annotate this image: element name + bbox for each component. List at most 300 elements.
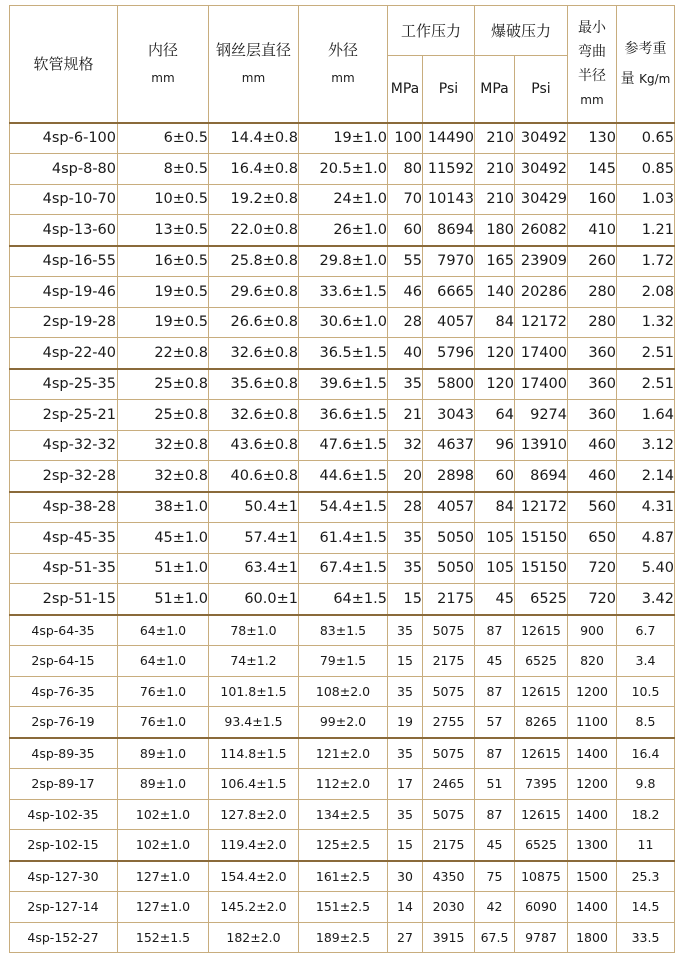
- cell-bp-psi: 10875: [515, 861, 568, 892]
- cell-weight: 0.65: [617, 123, 675, 154]
- cell-inner-diameter: 102±1.0: [118, 799, 209, 830]
- cell-wire-diameter: 16.4±0.8: [209, 154, 299, 185]
- cell-inner-diameter: 76±1.0: [118, 707, 209, 738]
- cell-inner-diameter: 8±0.5: [118, 154, 209, 185]
- cell-weight: 25.3: [617, 861, 675, 892]
- cell-bp-mpa: 210: [475, 123, 515, 154]
- cell-weight: 0.85: [617, 154, 675, 185]
- cell-spec: 4sp-10-70: [10, 184, 118, 215]
- cell-inner-diameter: 38±1.0: [118, 492, 209, 523]
- cell-wp-psi: 5050: [423, 553, 475, 584]
- cell-weight: 11: [617, 830, 675, 861]
- cell-bp-psi: 26082: [515, 215, 568, 246]
- table-row: [10, 523, 675, 554]
- table-row: [10, 892, 675, 923]
- cell-spec: 4sp-19-46: [10, 277, 118, 308]
- hose-spec-table: [9, 5, 675, 953]
- cell-bend-radius: 360: [568, 400, 617, 431]
- cell-bend-radius: 460: [568, 461, 617, 492]
- table-row: [10, 215, 675, 246]
- table-row: [10, 277, 675, 308]
- table-row: [10, 646, 675, 677]
- cell-bp-mpa: 87: [475, 615, 515, 646]
- cell-wire-diameter: 57.4±1: [209, 523, 299, 554]
- cell-bp-psi: 17400: [515, 338, 568, 369]
- table-row: [10, 861, 675, 892]
- header-working-pressure: 工作压力: [388, 6, 475, 56]
- table-row: [10, 830, 675, 861]
- cell-inner-diameter: 89±1.0: [118, 738, 209, 769]
- cell-weight: 18.2: [617, 799, 675, 830]
- cell-bp-mpa: 84: [475, 307, 515, 338]
- table-row: [10, 676, 675, 707]
- cell-wp-mpa: 15: [388, 584, 423, 615]
- cell-wire-diameter: 14.4±0.8: [209, 123, 299, 154]
- cell-bp-psi: 6525: [515, 830, 568, 861]
- cell-outer-diameter: 151±2.5: [299, 892, 388, 923]
- cell-inner-diameter: 22±0.8: [118, 338, 209, 369]
- cell-wp-psi: 5075: [423, 738, 475, 769]
- cell-outer-diameter: 108±2.0: [299, 676, 388, 707]
- cell-inner-diameter: 127±1.0: [118, 892, 209, 923]
- cell-outer-diameter: 20.5±1.0: [299, 154, 388, 185]
- cell-weight: 1.64: [617, 400, 675, 431]
- cell-inner-diameter: 51±1.0: [118, 584, 209, 615]
- cell-bend-radius: 1100: [568, 707, 617, 738]
- cell-bend-radius: 160: [568, 184, 617, 215]
- cell-wp-mpa: 35: [388, 738, 423, 769]
- cell-outer-diameter: 112±2.0: [299, 769, 388, 800]
- header-min-bend-3: 半径: [578, 67, 606, 84]
- cell-bp-psi: 15150: [515, 553, 568, 584]
- cell-wp-psi: 14490: [423, 123, 475, 154]
- cell-weight: 8.5: [617, 707, 675, 738]
- cell-weight: 14.5: [617, 892, 675, 923]
- cell-inner-diameter: 64±1.0: [118, 646, 209, 677]
- cell-wire-diameter: 63.4±1: [209, 553, 299, 584]
- cell-wire-diameter: 93.4±1.5: [209, 707, 299, 738]
- header-outer-diameter: 外径 mm: [299, 6, 388, 123]
- cell-wp-mpa: 70: [388, 184, 423, 215]
- table-row: [10, 400, 675, 431]
- cell-wire-diameter: 35.6±0.8: [209, 369, 299, 400]
- cell-inner-diameter: 51±1.0: [118, 553, 209, 584]
- cell-wp-psi: 5050: [423, 523, 475, 554]
- header-min-bend-unit: mm: [580, 92, 604, 107]
- cell-spec: 4sp-6-100: [10, 123, 118, 154]
- header-weight: [617, 6, 675, 123]
- cell-wp-psi: 5075: [423, 615, 475, 646]
- cell-inner-diameter: 89±1.0: [118, 769, 209, 800]
- cell-outer-diameter: 125±2.5: [299, 830, 388, 861]
- table-row: [10, 584, 675, 615]
- cell-wp-psi: 5075: [423, 676, 475, 707]
- cell-bp-psi: 12615: [515, 615, 568, 646]
- cell-outer-diameter: 24±1.0: [299, 184, 388, 215]
- cell-bp-mpa: 180: [475, 215, 515, 246]
- cell-weight: 4.87: [617, 523, 675, 554]
- header-bp-mpa: MPa: [475, 56, 515, 123]
- cell-inner-diameter: 152±1.5: [118, 922, 209, 953]
- cell-bp-mpa: 120: [475, 338, 515, 369]
- header-wp-psi: Psi: [423, 56, 475, 123]
- cell-bend-radius: 1400: [568, 738, 617, 769]
- cell-wp-psi: 3915: [423, 922, 475, 953]
- cell-wp-mpa: 100: [388, 123, 423, 154]
- table-row: [10, 461, 675, 492]
- cell-wp-psi: 5796: [423, 338, 475, 369]
- cell-bend-radius: 1400: [568, 799, 617, 830]
- cell-bp-psi: 30492: [515, 154, 568, 185]
- cell-wp-psi: 2030: [423, 892, 475, 923]
- cell-wp-mpa: 28: [388, 307, 423, 338]
- cell-wp-mpa: 40: [388, 338, 423, 369]
- cell-bp-mpa: 75: [475, 861, 515, 892]
- cell-wp-mpa: 30: [388, 861, 423, 892]
- cell-wp-psi: 6665: [423, 277, 475, 308]
- cell-inner-diameter: 25±0.8: [118, 400, 209, 431]
- table-row: [10, 707, 675, 738]
- cell-wp-mpa: 19: [388, 707, 423, 738]
- cell-weight: 4.31: [617, 492, 675, 523]
- cell-bp-mpa: 64: [475, 400, 515, 431]
- cell-weight: 2.51: [617, 369, 675, 400]
- cell-wire-diameter: 40.6±0.8: [209, 461, 299, 492]
- header-outer-unit: mm: [331, 70, 355, 85]
- cell-bp-mpa: 210: [475, 184, 515, 215]
- cell-weight: 2.51: [617, 338, 675, 369]
- cell-outer-diameter: 44.6±1.5: [299, 461, 388, 492]
- cell-bp-mpa: 165: [475, 246, 515, 277]
- cell-bp-psi: 7395: [515, 769, 568, 800]
- cell-inner-diameter: 10±0.5: [118, 184, 209, 215]
- cell-wp-psi: 5075: [423, 799, 475, 830]
- cell-spec: 2sp-76-19: [10, 707, 118, 738]
- cell-wp-mpa: 35: [388, 553, 423, 584]
- cell-bp-mpa: 42: [475, 892, 515, 923]
- cell-bp-mpa: 105: [475, 523, 515, 554]
- cell-outer-diameter: 79±1.5: [299, 646, 388, 677]
- cell-spec: 2sp-127-14: [10, 892, 118, 923]
- cell-spec: 2sp-64-15: [10, 646, 118, 677]
- cell-wp-psi: 2898: [423, 461, 475, 492]
- cell-bp-psi: 6525: [515, 646, 568, 677]
- cell-outer-diameter: 36.6±1.5: [299, 400, 388, 431]
- cell-inner-diameter: 45±1.0: [118, 523, 209, 554]
- cell-wp-psi: 2175: [423, 584, 475, 615]
- cell-outer-diameter: 161±2.5: [299, 861, 388, 892]
- table-body: [10, 123, 675, 953]
- cell-spec: 2sp-51-15: [10, 584, 118, 615]
- cell-wp-psi: 4057: [423, 492, 475, 523]
- cell-bp-mpa: 96: [475, 430, 515, 461]
- cell-weight: 10.5: [617, 676, 675, 707]
- cell-spec: 2sp-19-28: [10, 307, 118, 338]
- cell-bp-psi: 30429: [515, 184, 568, 215]
- cell-inner-diameter: 13±0.5: [118, 215, 209, 246]
- cell-bend-radius: 1200: [568, 769, 617, 800]
- cell-wp-mpa: 15: [388, 646, 423, 677]
- cell-weight: 1.32: [617, 307, 675, 338]
- cell-outer-diameter: 189±2.5: [299, 922, 388, 953]
- cell-wire-diameter: 50.4±1: [209, 492, 299, 523]
- table-row: [10, 430, 675, 461]
- cell-bp-mpa: 87: [475, 799, 515, 830]
- cell-weight: 1.03: [617, 184, 675, 215]
- cell-weight: 2.14: [617, 461, 675, 492]
- cell-wp-mpa: 35: [388, 523, 423, 554]
- cell-wp-psi: 10143: [423, 184, 475, 215]
- cell-bend-radius: 820: [568, 646, 617, 677]
- cell-inner-diameter: 32±0.8: [118, 461, 209, 492]
- cell-inner-diameter: 127±1.0: [118, 861, 209, 892]
- cell-spec: 4sp-13-60: [10, 215, 118, 246]
- cell-outer-diameter: 36.5±1.5: [299, 338, 388, 369]
- table-row: [10, 553, 675, 584]
- table-row: [10, 154, 675, 185]
- cell-spec: 4sp-152-27: [10, 922, 118, 953]
- cell-bend-radius: 560: [568, 492, 617, 523]
- cell-bend-radius: 1500: [568, 861, 617, 892]
- cell-inner-diameter: 16±0.5: [118, 246, 209, 277]
- cell-spec: 4sp-51-35: [10, 553, 118, 584]
- header-wire-unit: mm: [241, 70, 266, 85]
- cell-outer-diameter: 83±1.5: [299, 615, 388, 646]
- cell-inner-diameter: 25±0.8: [118, 369, 209, 400]
- cell-bp-psi: 9274: [515, 400, 568, 431]
- cell-bp-mpa: 105: [475, 553, 515, 584]
- cell-spec: 2sp-102-15: [10, 830, 118, 861]
- cell-bp-psi: 6525: [515, 584, 568, 615]
- cell-bend-radius: 720: [568, 584, 617, 615]
- cell-wp-mpa: 46: [388, 277, 423, 308]
- cell-bp-psi: 12615: [515, 799, 568, 830]
- cell-wire-diameter: 145.2±2.0: [209, 892, 299, 923]
- cell-wp-mpa: 35: [388, 369, 423, 400]
- cell-spec: 4sp-64-35: [10, 615, 118, 646]
- cell-spec: 4sp-32-32: [10, 430, 118, 461]
- cell-wp-mpa: 55: [388, 246, 423, 277]
- cell-wp-mpa: 35: [388, 676, 423, 707]
- cell-bend-radius: 1200: [568, 676, 617, 707]
- cell-bend-radius: 1400: [568, 892, 617, 923]
- cell-wire-diameter: 119.4±2.0: [209, 830, 299, 861]
- cell-wp-psi: 4637: [423, 430, 475, 461]
- header-min-bend-1: 最小: [578, 19, 606, 36]
- cell-wire-diameter: 32.6±0.8: [209, 400, 299, 431]
- cell-spec: 4sp-127-30: [10, 861, 118, 892]
- cell-bp-mpa: 210: [475, 154, 515, 185]
- cell-wp-mpa: 17: [388, 769, 423, 800]
- cell-spec: 4sp-76-35: [10, 676, 118, 707]
- cell-spec: 4sp-45-35: [10, 523, 118, 554]
- cell-inner-diameter: 102±1.0: [118, 830, 209, 861]
- cell-bp-mpa: 84: [475, 492, 515, 523]
- header-spec: 软管规格: [10, 6, 118, 123]
- table-row: [10, 799, 675, 830]
- cell-bend-radius: 410: [568, 215, 617, 246]
- cell-wire-diameter: 43.6±0.8: [209, 430, 299, 461]
- cell-weight: 3.4: [617, 646, 675, 677]
- cell-weight: 6.7: [617, 615, 675, 646]
- cell-wire-diameter: 127.8±2.0: [209, 799, 299, 830]
- cell-wire-diameter: 106.4±1.5: [209, 769, 299, 800]
- cell-bend-radius: 1800: [568, 922, 617, 953]
- cell-wire-diameter: 29.6±0.8: [209, 277, 299, 308]
- header-weight-unit: Kg/m: [639, 71, 671, 86]
- cell-wp-psi: 2755: [423, 707, 475, 738]
- cell-wire-diameter: 182±2.0: [209, 922, 299, 953]
- cell-wire-diameter: 32.6±0.8: [209, 338, 299, 369]
- table-row: [10, 769, 675, 800]
- cell-wp-psi: 2175: [423, 646, 475, 677]
- cell-wp-psi: 2175: [423, 830, 475, 861]
- cell-bend-radius: 360: [568, 338, 617, 369]
- table-row: [10, 492, 675, 523]
- header-wire-diameter: 钢丝层直径 mm: [209, 6, 299, 123]
- cell-bp-psi: 13910: [515, 430, 568, 461]
- cell-outer-diameter: 47.6±1.5: [299, 430, 388, 461]
- table-row: [10, 123, 675, 154]
- cell-spec: 4sp-16-55: [10, 246, 118, 277]
- cell-spec: 4sp-38-28: [10, 492, 118, 523]
- cell-weight: 1.21: [617, 215, 675, 246]
- table-header: [10, 6, 675, 123]
- cell-outer-diameter: 67.4±1.5: [299, 553, 388, 584]
- cell-weight: 9.8: [617, 769, 675, 800]
- cell-spec: 4sp-22-40: [10, 338, 118, 369]
- cell-bp-mpa: 57: [475, 707, 515, 738]
- cell-bend-radius: 130: [568, 123, 617, 154]
- cell-bp-psi: 20286: [515, 277, 568, 308]
- table-row: [10, 307, 675, 338]
- cell-bp-mpa: 51: [475, 769, 515, 800]
- cell-weight: 2.08: [617, 277, 675, 308]
- cell-bp-mpa: 87: [475, 676, 515, 707]
- cell-wire-diameter: 25.8±0.8: [209, 246, 299, 277]
- cell-bp-psi: 15150: [515, 523, 568, 554]
- cell-spec: 4sp-89-35: [10, 738, 118, 769]
- cell-bp-psi: 17400: [515, 369, 568, 400]
- header-inner-diameter: 内径 mm: [118, 6, 209, 123]
- cell-bend-radius: 1300: [568, 830, 617, 861]
- cell-wire-diameter: 74±1.2: [209, 646, 299, 677]
- cell-spec: 2sp-25-21: [10, 400, 118, 431]
- cell-inner-diameter: 6±0.5: [118, 123, 209, 154]
- cell-bp-psi: 23909: [515, 246, 568, 277]
- cell-inner-diameter: 32±0.8: [118, 430, 209, 461]
- cell-wp-psi: 8694: [423, 215, 475, 246]
- header-wp-mpa: MPa: [388, 56, 423, 123]
- cell-bend-radius: 460: [568, 430, 617, 461]
- cell-bp-psi: 12615: [515, 738, 568, 769]
- cell-bp-mpa: 45: [475, 646, 515, 677]
- cell-outer-diameter: 29.8±1.0: [299, 246, 388, 277]
- cell-outer-diameter: 39.6±1.5: [299, 369, 388, 400]
- cell-wp-mpa: 35: [388, 799, 423, 830]
- cell-wp-psi: 11592: [423, 154, 475, 185]
- cell-bp-psi: 9787: [515, 922, 568, 953]
- cell-inner-diameter: 76±1.0: [118, 676, 209, 707]
- table-row: [10, 922, 675, 953]
- cell-outer-diameter: 134±2.5: [299, 799, 388, 830]
- cell-wp-psi: 7970: [423, 246, 475, 277]
- cell-weight: 3.42: [617, 584, 675, 615]
- cell-wp-mpa: 27: [388, 922, 423, 953]
- table-row: [10, 738, 675, 769]
- cell-wp-mpa: 60: [388, 215, 423, 246]
- cell-bp-mpa: 120: [475, 369, 515, 400]
- cell-spec: 2sp-89-17: [10, 769, 118, 800]
- cell-bp-mpa: 87: [475, 738, 515, 769]
- cell-wire-diameter: 22.0±0.8: [209, 215, 299, 246]
- cell-weight: 3.12: [617, 430, 675, 461]
- cell-bp-psi: 30492: [515, 123, 568, 154]
- cell-outer-diameter: 54.4±1.5: [299, 492, 388, 523]
- cell-outer-diameter: 61.4±1.5: [299, 523, 388, 554]
- cell-bend-radius: 650: [568, 523, 617, 554]
- cell-weight: 33.5: [617, 922, 675, 953]
- cell-wp-psi: 3043: [423, 400, 475, 431]
- header-min-bend-radius: [568, 6, 617, 123]
- table-row: [10, 184, 675, 215]
- cell-wp-mpa: 14: [388, 892, 423, 923]
- cell-wire-diameter: 78±1.0: [209, 615, 299, 646]
- cell-bp-psi: 8694: [515, 461, 568, 492]
- cell-wire-diameter: 114.8±1.5: [209, 738, 299, 769]
- cell-wp-psi: 4057: [423, 307, 475, 338]
- cell-wp-mpa: 21: [388, 400, 423, 431]
- cell-weight: 1.72: [617, 246, 675, 277]
- cell-wire-diameter: 154.4±2.0: [209, 861, 299, 892]
- table-row: [10, 338, 675, 369]
- cell-outer-diameter: 121±2.0: [299, 738, 388, 769]
- cell-spec: 2sp-32-28: [10, 461, 118, 492]
- cell-bp-psi: 12172: [515, 307, 568, 338]
- header-inner-unit: mm: [151, 70, 175, 85]
- header-min-bend-2: 弯曲: [578, 43, 606, 60]
- cell-bend-radius: 900: [568, 615, 617, 646]
- cell-wire-diameter: 101.8±1.5: [209, 676, 299, 707]
- table-row: [10, 246, 675, 277]
- cell-bp-mpa: 45: [475, 584, 515, 615]
- cell-wire-diameter: 60.0±1: [209, 584, 299, 615]
- cell-wp-mpa: 15: [388, 830, 423, 861]
- cell-bend-radius: 720: [568, 553, 617, 584]
- table-row: [10, 369, 675, 400]
- cell-inner-diameter: 19±0.5: [118, 277, 209, 308]
- cell-wire-diameter: 19.2±0.8: [209, 184, 299, 215]
- header-weight-2: 量 Kg/m: [620, 70, 671, 87]
- cell-wp-mpa: 35: [388, 615, 423, 646]
- cell-weight: 16.4: [617, 738, 675, 769]
- cell-bend-radius: 280: [568, 307, 617, 338]
- cell-inner-diameter: 19±0.5: [118, 307, 209, 338]
- cell-spec: 4sp-102-35: [10, 799, 118, 830]
- header-weight-1: 参考重: [624, 40, 667, 57]
- cell-bp-psi: 12615: [515, 676, 568, 707]
- cell-outer-diameter: 19±1.0: [299, 123, 388, 154]
- cell-wp-mpa: 20: [388, 461, 423, 492]
- cell-bend-radius: 145: [568, 154, 617, 185]
- header-burst-pressure: 爆破压力: [475, 6, 568, 56]
- cell-outer-diameter: 26±1.0: [299, 215, 388, 246]
- cell-wp-psi: 5800: [423, 369, 475, 400]
- cell-wp-psi: 4350: [423, 861, 475, 892]
- cell-wire-diameter: 26.6±0.8: [209, 307, 299, 338]
- cell-wp-mpa: 28: [388, 492, 423, 523]
- cell-spec: 4sp-8-80: [10, 154, 118, 185]
